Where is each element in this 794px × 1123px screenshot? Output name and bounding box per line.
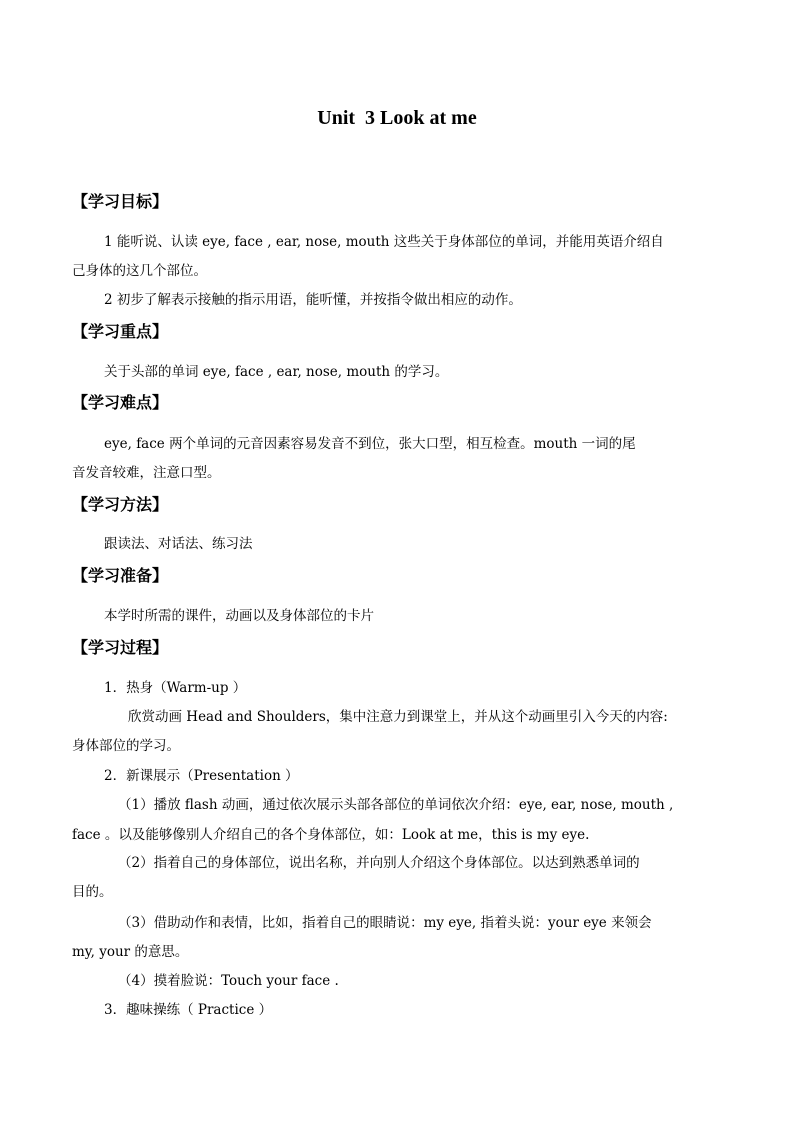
key-points-heading: 【学习重点】 [72, 322, 169, 341]
difficulties-heading: 【学习难点】 [72, 393, 169, 412]
key-points-line-1: 关于头部的单词 eye, face , ear, nose, mouth 的学习。 [104, 364, 449, 380]
process-line-9: （3）借助动作和表情，比如，指着自己的眼睛说：my eye, 指着头说：your eye 来领会 [118, 915, 652, 931]
process-line-11: （4）摸着脸说：Touch your face . [118, 973, 339, 989]
process-line-3: 身体部位的学习。 [72, 738, 180, 754]
process-line-10: my, your 的意思。 [72, 944, 189, 960]
process-line-5: （1）播放 flash 动画，通过依次展示头部各部位的单词依次介绍：eye, ear, nose, mouth , [118, 797, 674, 813]
process-line-7: （2）指着自己的身体部位，说出名称，并向别人介绍这个身体部位。以达到熟悉单词的 [118, 855, 640, 871]
objectives-line-1: 1 能听说、认读 eye, face , ear, nose, mouth 这些关于身体部位的单词，并能用英语介绍自 [104, 234, 664, 250]
process-line-2: 欣赏动画 Head and Shoulders，集中注意力到课堂上，并从这个动画里引入今天的内容: [128, 709, 668, 725]
document-title: Unit 3 Look at me [317, 107, 477, 129]
preparation-line-1: 本学时所需的课件，动画以及身体部位的卡片 [104, 608, 374, 624]
preparation-heading: 【学习准备】 [72, 566, 169, 585]
process-line-4: 2．新课展示（Presentation ） [104, 768, 299, 784]
process-line-6: face 。以及能够像别人介绍自己的各个身体部位，如：Look at me，this is my eye. [72, 827, 590, 843]
objectives-heading: 【学习目标】 [72, 192, 169, 211]
process-line-12: 3．趣味操练（ Practice ） [104, 1002, 273, 1018]
objectives-line-3: 2 初步了解表示接触的指示用语，能听懂，并按指令做出相应的动作。 [104, 292, 522, 308]
difficulties-line-2: 音发音较难，注意口型。 [72, 465, 221, 481]
objectives-line-2: 己身体的这几个部位。 [72, 263, 207, 279]
difficulties-line-1: eye, face 两个单词的元音因素容易发音不到位，张大口型，相互检查。mouth 一词的尾 [104, 436, 636, 452]
process-heading: 【学习过程】 [72, 638, 169, 657]
methods-line-1: 跟读法、对话法、练习法 [104, 536, 253, 552]
process-line-1: 1．热身（Warm-up ） [104, 680, 247, 696]
process-line-8: 目的。 [72, 884, 113, 900]
methods-heading: 【学习方法】 [72, 495, 169, 514]
